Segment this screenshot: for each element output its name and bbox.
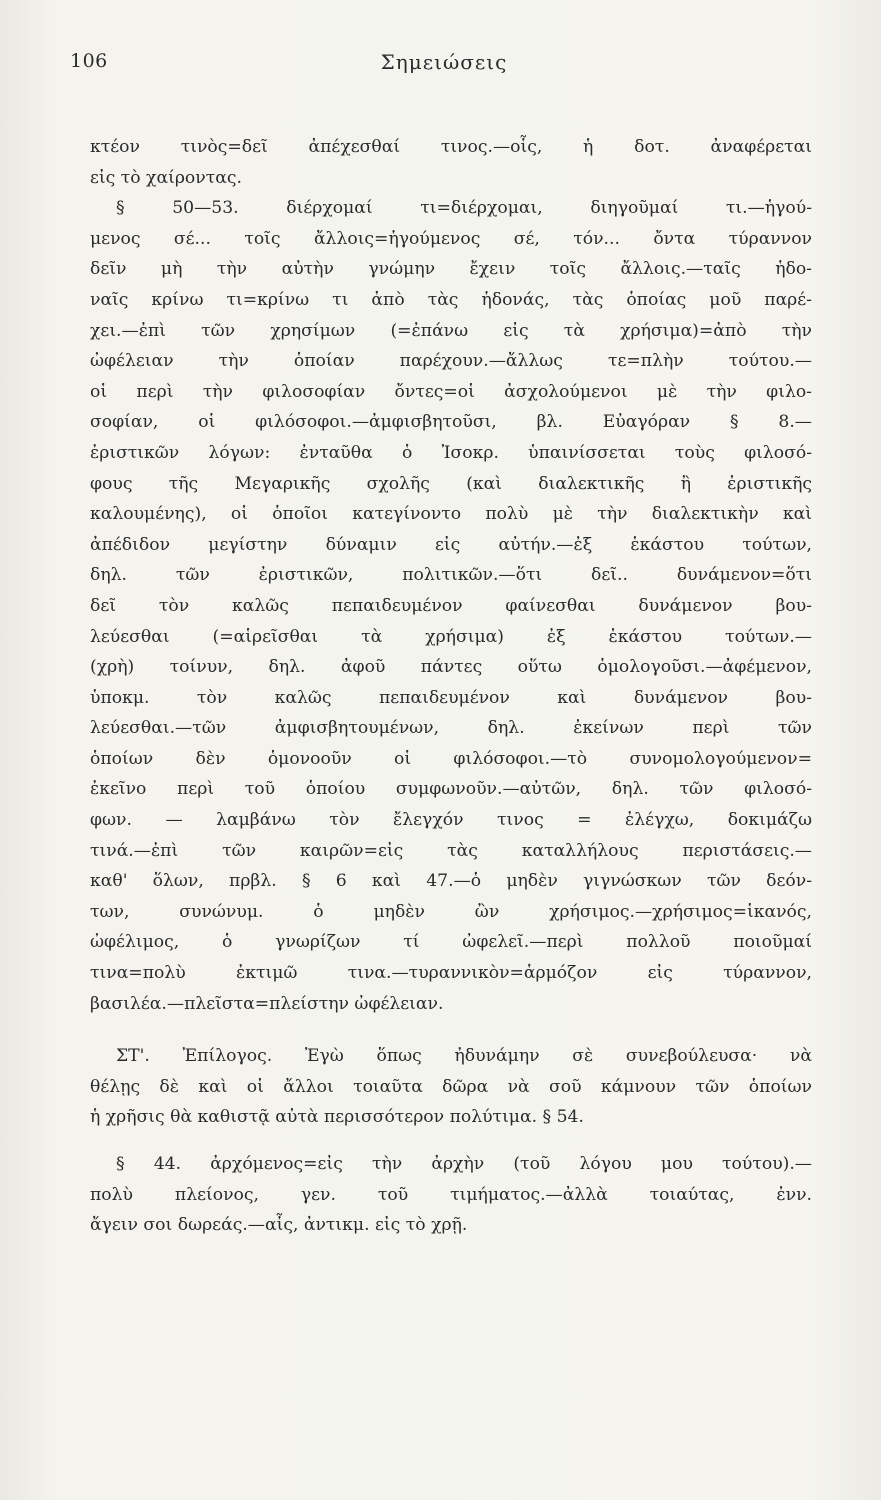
text-line: οἱ περὶ τὴν φιλοσοφίαν ὄντες=οἱ ἀσχολούμενοι μὲ τὴν φιλο- [90,381,812,402]
page-number: 106 [70,50,108,72]
text-line: τινα=πολὺ ἐκτιμῶ τινα.—τυραννικὸν=ἁρμόζον εἰς τύραννον, [90,963,812,984]
paragraph-gap [90,1133,812,1149]
text-line: μενος σέ... τοῖς ἄλλοις=ἡγούμενος σέ, τόν... ὄντα τύραννον [90,228,812,249]
text-line: φων. — λαμβάνω τὸν ἔλεγχόν τινος = ἐλέγχω, δοκιμάζω [90,810,812,831]
text-line: ἐκεῖνο περὶ τοῦ ὁποίου συμφωνοῦν.—αὐτῶν, δηλ. τῶν φιλοσό- [90,779,812,800]
text-line: δηλ. τῶν ἐριστικῶν, πολιτικῶν.—ὅτι δεῖ.. δυνάμενον=ὅτι [90,565,812,586]
text-line: ναῖς κρίνω τι=κρίνω τι ἀπὸ τὰς ἡδονάς, τὰς ὁποίας μοῦ παρέ- [90,289,812,310]
text-line: εἰς τὸ χαίροντας. [90,167,242,188]
text-line: καθ' ὅλων, πρβλ. § 6 καὶ 47.—ὁ μηδὲν γιγνώσκων τῶν δεόν- [90,871,812,892]
text-line: ἡ χρῆσις θὰ καθιστᾷ αὐτὰ περισσότερον πολύτιμα. § 54. [90,1107,584,1128]
text-line: των, συνώνυμ. ὁ μηδὲν ὢν χρήσιμος.—χρήσιμος=ἱκανός, [90,901,812,922]
text-line: ὠφέλειαν τὴν ὁποίαν παρέχουν.—ἄλλως τε=πλὴν τούτου.— [90,351,812,372]
text-line: θέλῃς δὲ καὶ οἱ ἄλλοι τοιαῦτα δῶρα νὰ σοῦ κάμνουν τῶν ὁποίων [90,1076,812,1097]
text-line: λεύεσθαι.—τῶν ἀμφισβητουμένων, δηλ. ἐκείνων περὶ τῶν [90,718,812,739]
text-line: καλουμένης), οἱ ὁποῖοι κατεγίνοντο πολὺ μὲ τὴν διαλεκτικὴν καὶ [90,504,812,525]
running-header [64,50,824,82]
paragraph-gap [90,1019,812,1041]
text-line: δεῖν μὴ τὴν αὐτὴν γνώμην ἔχειν τοῖς ἄλλοις.—ταῖς ἡδο- [90,259,812,280]
text-line: χει.—ἐπὶ τῶν χρησίμων (=ἐπάνω εἰς τὰ χρήσιμα)=ἀπὸ τὴν [90,320,812,341]
text-line: λεύεσθαι (=αἱρεῖσθαι τὰ χρήσιμα) ἐξ ἑκάστου τούτων.— [90,626,812,647]
text-line: τινά.—ἐπὶ τῶν καιρῶν=εἰς τὰς καταλλήλους περιστάσεις.— [90,840,812,861]
text-line: ΣΤ'. Ἐπίλογος. Ἐγὼ ὅπως ἠδυνάμην σὲ συνεβούλευσα· νὰ [116,1046,812,1067]
text-line: § 44. ἀρχόμενος=εἰς τὴν ἀρχὴν (τοῦ λόγου μου τούτου).— [116,1154,812,1174]
text-line: πολὺ πλείονος, γεν. τοῦ τιμήματος.—ἀλλὰ τοιαύτας, ἐνν. [90,1184,812,1205]
text-line: σοφίαν, οἱ φιλόσοφοι.—ἀμφισβητοῦσι, βλ. Εὐαγόραν § 8.— [90,412,812,433]
text-line: φους τῆς Μεγαρικῆς σχολῆς (καὶ διαλεκτικῆς ἢ ἐριστικῆς [90,473,812,494]
text-line: ὠφέλιμος, ὁ γνωρίζων τί ὠφελεῖ.—περὶ πολλοῦ ποιοῦμαί [90,932,812,953]
running-title: Σημειώσεις [380,50,508,74]
notes-body [90,132,812,1241]
text-line: ἀπέδιδον μεγίστην δύναμιν εἰς αὐτήν.—ἐξ ἑκάστου τούτων, [90,534,812,555]
text-line: ὁποίων δὲν ὁμονοοῦν οἱ φιλόσοφοι.—τὸ συνομολογούμενον= [90,748,812,769]
text-line: δεῖ τὸν καλῶς πεπαιδευμένον φαίνεσθαι δυνάμενον βου- [90,595,812,616]
text-line: βασιλέα.—πλεῖστα=πλείστην ὠφέλειαν. [90,993,444,1014]
text-line: κτέον τινὸς=δεῖ ἀπέχεσθαί τινος.—οἷς, ἡ δοτ. ἀναφέρεται [90,137,812,157]
text-line: ἄγειν σοι δωρεάς.—αἷς, ἀντικμ. εἰς τὸ χρῇ. [90,1215,468,1236]
text-line: ὑποκμ. τὸν καλῶς πεπαιδευμένον καὶ δυνάμενον βου- [90,687,812,708]
text-line: § 50—53. διέρχομαί τι=διέρχομαι, διηγοῦμαί τι.—ἡγού- [116,198,812,219]
text-line: ἐριστικῶν λόγων: ἐνταῦθα ὁ Ἰσοκρ. ὑπαινίσσεται τοὺς φιλοσό- [90,442,812,463]
text-line: (χρὴ) τοίνυν, δηλ. ἀφοῦ πάντες οὕτω ὁμολογοῦσι.—ἀφέμενον, [90,657,812,678]
